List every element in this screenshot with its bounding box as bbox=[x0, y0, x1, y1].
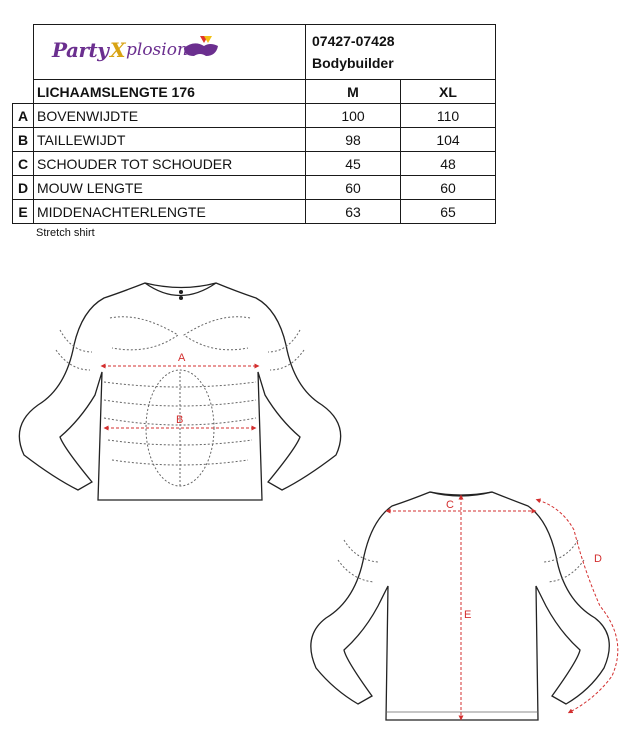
row-value-m: 60 bbox=[306, 176, 401, 200]
front-shirt-outline bbox=[19, 283, 340, 500]
fabric-note: Stretch shirt bbox=[36, 227, 95, 239]
size-header-xl: XL bbox=[401, 80, 496, 104]
row-letter: C bbox=[13, 152, 34, 176]
row-letter: E bbox=[13, 200, 34, 224]
row-label: MOUW LENGTE bbox=[34, 176, 306, 200]
row-label: MIDDENACHTERLENGTE bbox=[34, 200, 306, 224]
measure-line-d bbox=[538, 500, 618, 712]
logo-text-x: X bbox=[110, 38, 126, 62]
row-value-xl: 60 bbox=[401, 176, 496, 200]
marker-e: E bbox=[464, 609, 472, 621]
front-muscle-contours bbox=[56, 317, 304, 486]
marker-c: C bbox=[446, 499, 454, 511]
row-value-xl: 110 bbox=[401, 104, 496, 128]
row-letter: D bbox=[13, 176, 34, 200]
row-label: TAILLEWIJDT bbox=[34, 128, 306, 152]
row-value-xl: 65 bbox=[401, 200, 496, 224]
product-name: Bodybuilder bbox=[312, 55, 394, 71]
marker-d: D bbox=[594, 553, 602, 565]
measure-line-b bbox=[106, 414, 254, 428]
row-label: BOVENWIJDTE bbox=[34, 104, 306, 128]
row-value-xl: 104 bbox=[401, 128, 496, 152]
back-muscle-contours bbox=[338, 540, 584, 582]
row-value-m: 100 bbox=[306, 104, 401, 128]
measure-line-e bbox=[461, 497, 471, 718]
row-letter: A bbox=[13, 104, 34, 128]
measure-line-a bbox=[103, 352, 257, 366]
row-value-m: 45 bbox=[306, 152, 401, 176]
row-letter: B bbox=[13, 128, 34, 152]
row-label: SCHOUDER TOT SCHOUDER bbox=[34, 152, 306, 176]
logo-text-party: Party bbox=[52, 38, 109, 62]
body-length-header: LICHAAMSLENGTE 176 bbox=[34, 80, 306, 104]
product-code: 07427-07428 bbox=[312, 33, 395, 49]
marker-a: A bbox=[178, 352, 186, 364]
row-value-xl: 48 bbox=[401, 152, 496, 176]
row-value-m: 63 bbox=[306, 200, 401, 224]
marker-b: B bbox=[176, 414, 184, 426]
size-header-m: M bbox=[306, 80, 401, 104]
logo-text-plosion: plosion bbox=[126, 40, 188, 60]
front-shirt-drawing bbox=[19, 283, 340, 500]
back-shirt-outline bbox=[311, 492, 609, 720]
row-value-m: 98 bbox=[306, 128, 401, 152]
back-shirt-drawing bbox=[311, 492, 609, 720]
